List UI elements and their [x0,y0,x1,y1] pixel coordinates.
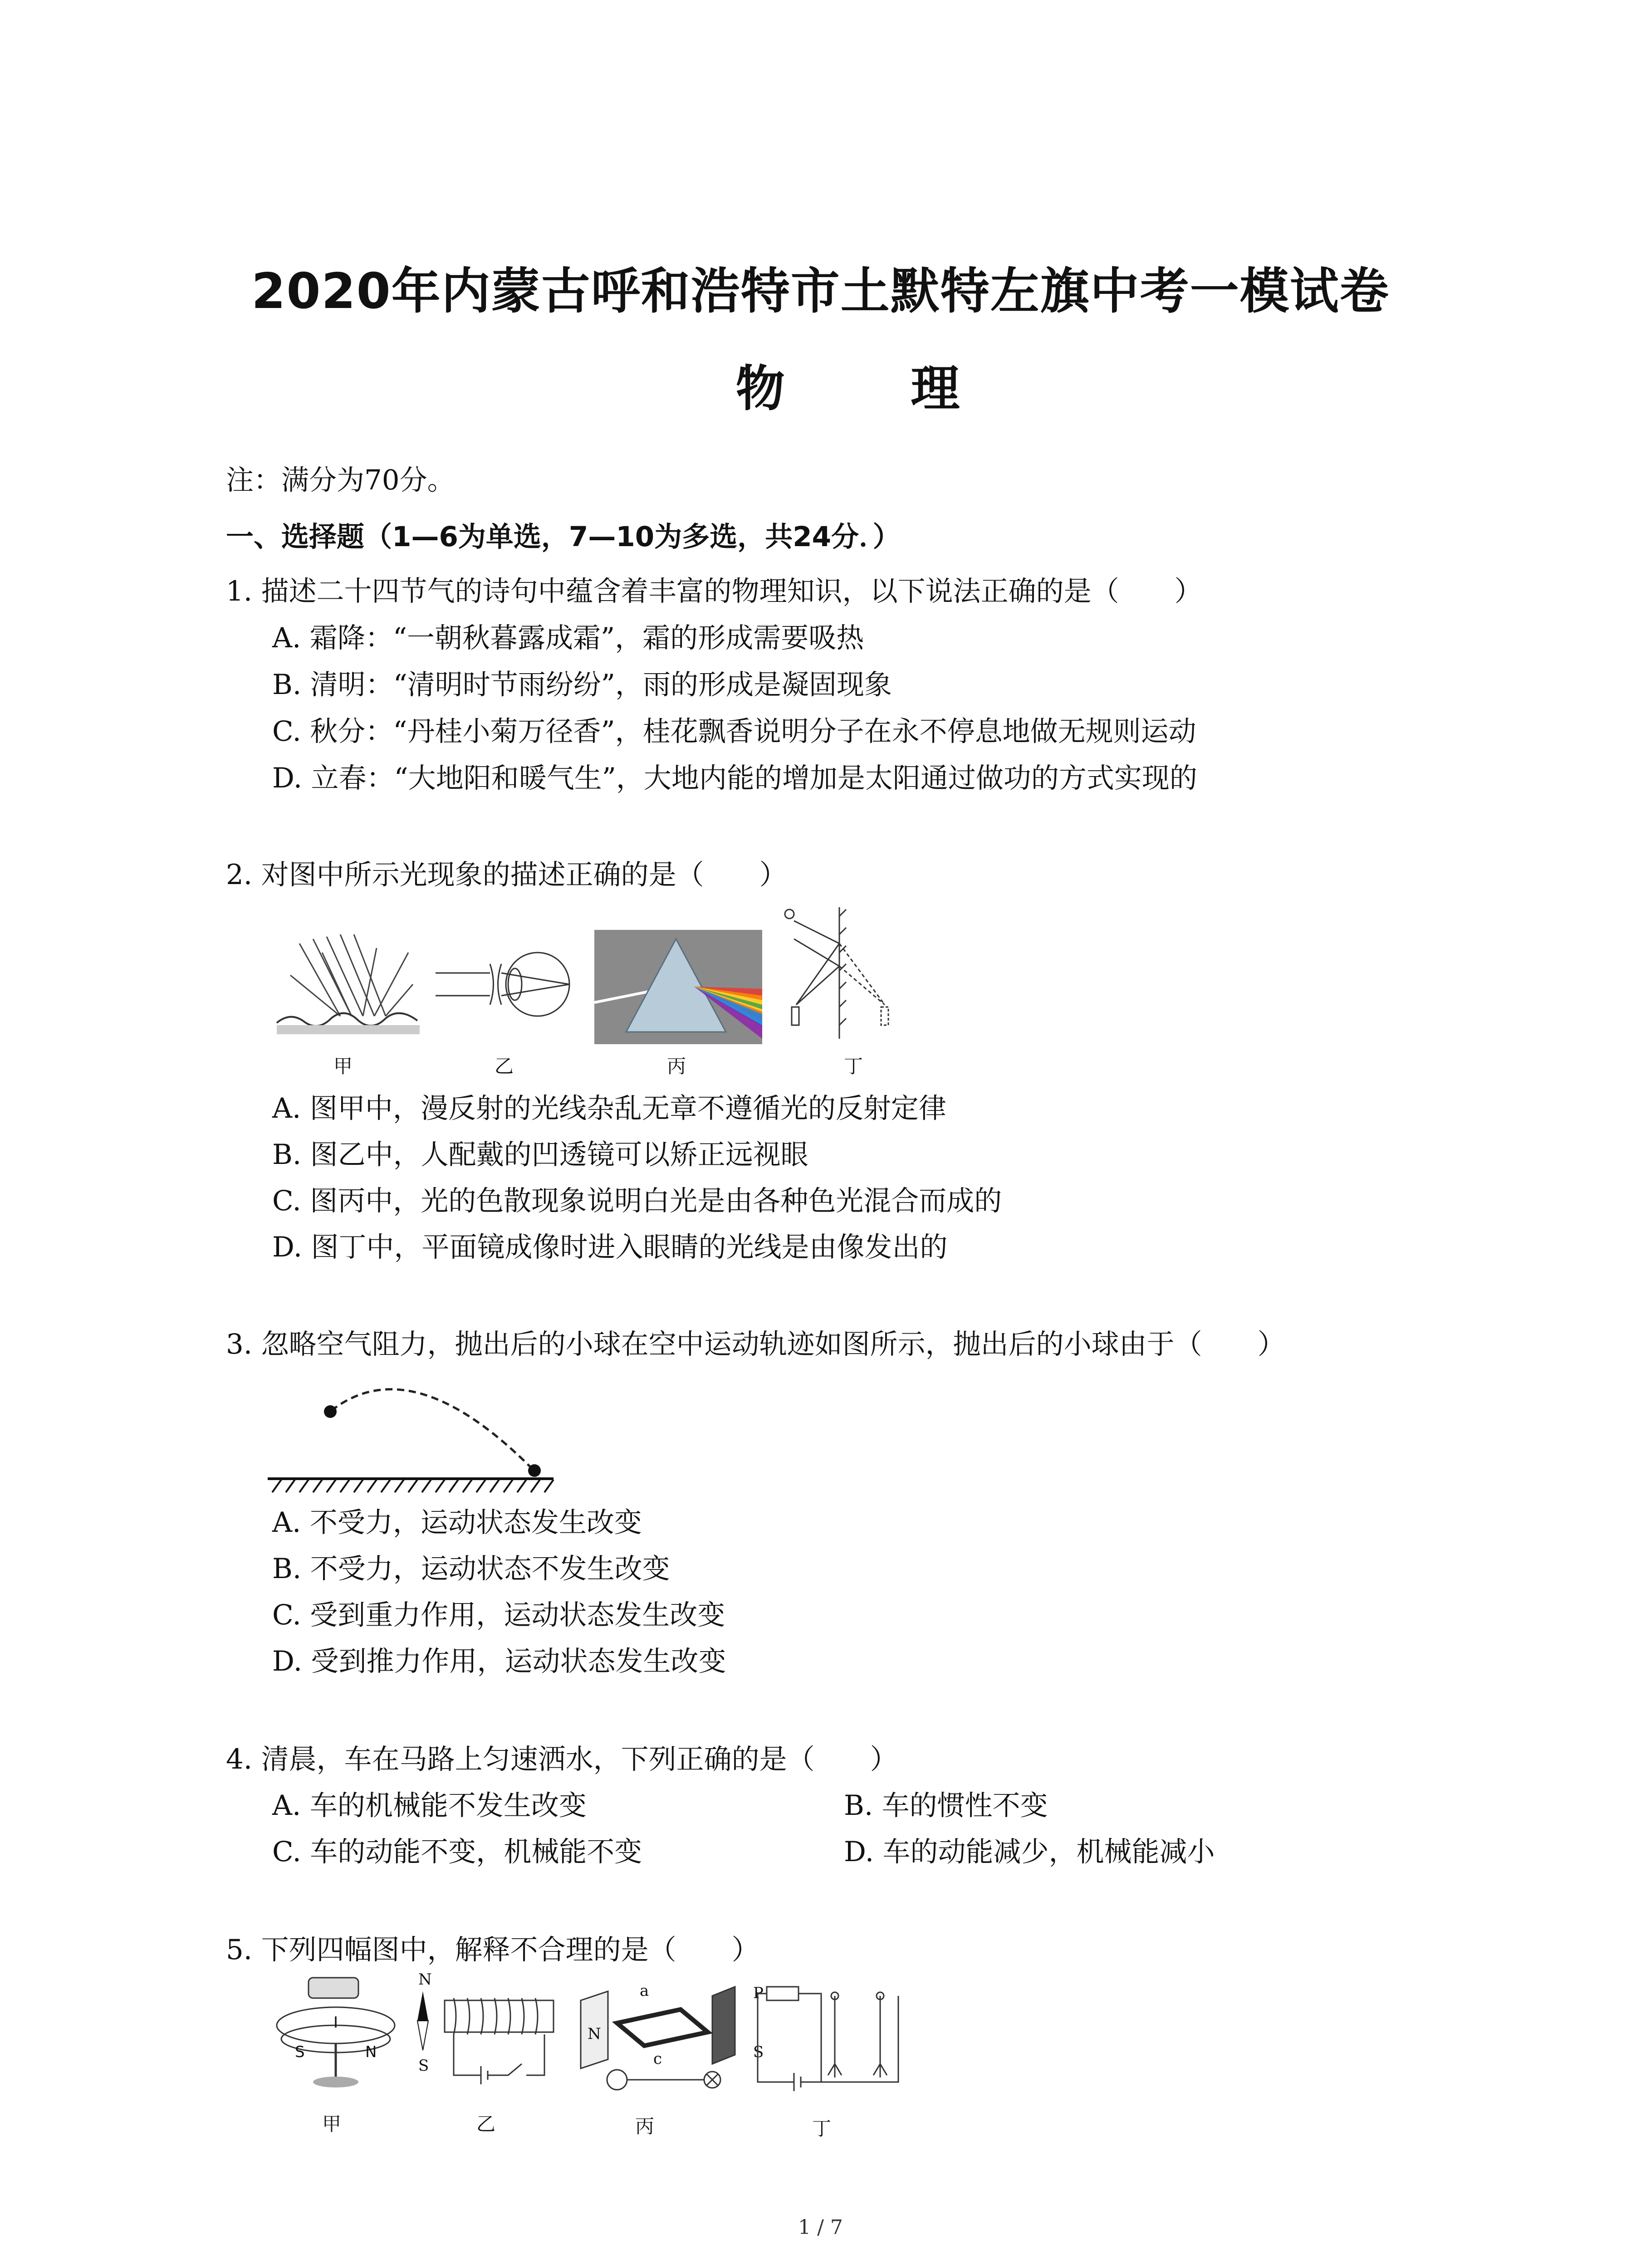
q5-caption-bing: 丙 [635,2115,655,2137]
question-4-option-b: B. 车的惯性不变 [844,1789,1048,1822]
solenoid-figure [408,1966,563,2093]
q2-caption-bing: 丙 [667,1055,686,1077]
question-2-option-c: C. 图丙中，光的色散现象说明白光是由各种色光混合而成的 [272,1185,1002,1217]
question-4-stem: 4. 清晨，车在马路上匀速洒水，下列正确的是（ ） [226,1743,898,1775]
q5-yi-s-label: S [418,2057,429,2075]
plane-mirror-figure [776,903,921,1043]
question-1-option-c: C. 秋分：“丹桂小菊万径香”，桂花飘香说明分子在永不停息地做无规则运动 [272,715,1196,748]
q5-ding-p-label: P [753,1984,764,2002]
question-1-option-d: D. 立春：“大地阳和暖气生”，大地内能的增加是太阳通过做功的方式实现的 [272,762,1197,794]
question-1-option-a: A. 霜降：“一朝秋暮露成霜”，霜的形成需要吸热 [272,622,864,654]
projectile-trajectory-figure [263,1365,558,1497]
question-2-option-a: A. 图甲中，漫反射的光线杂乱无章不遵循光的反射定律 [272,1092,946,1124]
question-1-stem: 1. 描述二十四节气的诗句中蕴含着丰富的物理知识，以下说法正确的是（ ） [226,575,1202,607]
question-2-option-d: D. 图丁中，平面镜成像时进入眼睛的光线是由像发出的 [272,1231,948,1263]
q5-caption-jia: 甲 [322,2113,342,2135]
q5-bing-n-label: N [588,2025,601,2043]
q5-jia-s-label: S [295,2043,305,2061]
page-number: 1 / 7 [798,2216,843,2239]
question-3-stem: 3. 忽略空气阻力，抛出后的小球在空中运动轨迹如图所示，抛出后的小球由于（ ） [226,1328,1285,1360]
current-loop-figure [268,1971,404,2098]
q2-caption-ding: 丁 [844,1055,863,1077]
q5-yi-n-label: N [418,1970,432,1989]
q5-bing-c-label: c [653,2050,662,2068]
question-1-option-b: B. 清明：“清明时节雨纷纷”，雨的形成是凝固现象 [272,669,892,701]
question-3-option-b: B. 不受力，运动状态不发生改变 [272,1553,670,1585]
question-4-option-c: C. 车的动能不变，机械能不变 [272,1836,642,1868]
q5-caption-ding: 丁 [812,2117,832,2140]
eye-lens-figure [436,946,581,1023]
q2-caption-yi: 乙 [495,1055,514,1077]
relay-circuit-figure [749,1978,912,2096]
prism-dispersion-figure [594,930,762,1044]
question-2-stem: 2. 对图中所示光现象的描述正确的是（ ） [226,859,787,891]
q2-caption-jia: 甲 [333,1055,353,1077]
question-3-option-d: D. 受到推力作用，运动状态发生改变 [272,1645,726,1677]
motor-magnet-figure [576,1982,744,2100]
question-2-option-b: B. 图乙中，人配戴的凹透镜可以矫正远视眼 [272,1139,808,1171]
score-note: 注：满分为70分。 [226,464,455,496]
section-heading: 一、选择题（1—6为单选，7—10为多选，共24分．） [226,521,901,553]
question-4-option-d: D. 车的动能减少，机械能减小 [844,1836,1215,1868]
question-5-stem: 5. 下列四幅图中，解释不合理的是（ ） [226,1934,759,1966]
q5-bing-a-label: a [640,1982,649,2000]
diffuse-reflection-figure [272,925,426,1048]
exam-title: 2020年内蒙古呼和浩特市土默特左旗中考一模试卷 [251,263,1390,320]
q5-caption-yi: 乙 [476,2113,496,2135]
subject-title: 物 理 [735,361,1014,417]
question-3-option-c: C. 受到重力作用，运动状态发生改变 [272,1599,725,1631]
q5-jia-n-label: N [365,2043,377,2061]
question-3-option-a: A. 不受力，运动状态发生改变 [272,1506,642,1539]
q5-jia-current-label: I [333,2014,338,2032]
q5-ding-s-label: S [753,2043,764,2061]
question-4-option-a: A. 车的机械能不发生改变 [272,1789,587,1822]
